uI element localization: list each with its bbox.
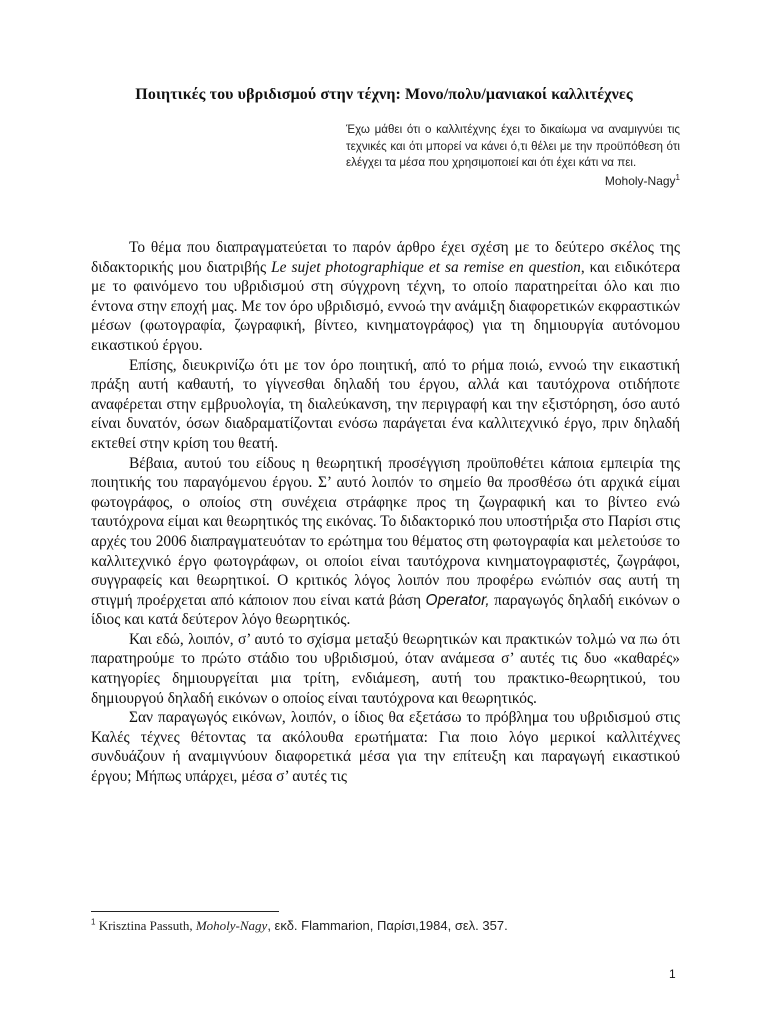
paragraph-3-text-b: παραγωγός δηλαδή εικόνων ο ίδιος και κατά δεύτερον λόγο θεωρητικός.: [91, 591, 681, 629]
article-body: [91, 238, 680, 787]
paragraph-3-text-a: Βέβαια, αυτού του είδους η θεωρητική προσέγγιση προϋποθέτει κάποια εμπειρία της ποιητικής του παραγόμενου έργου. Σ’ αυτό λοιπόν το σημείο θα προσθέσω ότι αρχικά είμαι φωτογράφος, ο οποίος στη συνέχεια στράφηκε προς τη ζωγραφική και το βίντεο ενώ ταυτόχρονα είμαι και θεωρητικός της εικόνας. Το διδακτορικό που υποστήριξα στο Παρίσι στις αρχές του 2006 διαπραγματευόταν το ερώτημα του θέματος στη φωτογραφία και μελετούσε το καλλιτεχνικό έργο φωτογράφων, οι οποίοι είναι ταυτόχρονα κινηματογραφιστές, ζωγράφοι, συγγραφείς και θεωρητικοί. Ο κριτικός λόγος λοιπόν που προφέρω ενώπιόν σας αυτή τη στιγμή προέρχεται από κάποιον που είναι κατά βάση: [91, 454, 680, 609]
epigraph-author-name: Moholy-Nagy: [604, 173, 676, 188]
paragraph-1-text-a: Το θέμα που διαπραγματεύεται το παρόν άρθρο έχει σχέση με το δεύτερο σκέλος της διδακτορικής μου διατριβής: [91, 239, 680, 276]
footnote: [91, 918, 508, 934]
footnote-author: Krisztina Passuth,: [95, 918, 196, 933]
thesis-title: Le sujet photographique et sa remise en question: [271, 258, 581, 276]
paragraph-4: Και εδώ, λοιπόν, σ’ αυτό το σχίσμα μεταξύ θεωρητικών και πρακτικών τολμώ να πω ότι παρατηρούμε το πρώτο στάδιο του υβριδισμού, όταν ανάμεσα σ’ αυτές τις δυο «καθαρές» κατηγορίες δημιουργείται μια τρίτη, ενδιάμεση, αυτή του πρακτικο-θεωρητικού, του δημιουργού δηλαδή εικόνων ο οποίος είναι ταυτόχρονα και θεωρητικός.: [91, 630, 680, 707]
paragraph-5: Σαν παραγωγός εικόνων, λοιπόν, ο ίδιος θα εξετάσω το πρόβλημα του υβριδισμού στις Καλές τέχνες θέτοντας τα ακόλουθα ερωτήματα: Για ποιο λόγο μερικοί καλλιτέχνες συνδυάζουν ή αναμιγνύουν διαφορετικά μέσα για την επίτευξη και παραγωγή εικαστικού έργου; Μήπως υπάρχει, μέσα σ’ αυτές τις: [91, 709, 680, 786]
paragraph-3: [91, 454, 680, 630]
footnote-divider: [91, 911, 279, 912]
article-title: Ποιητικές του υβριδισμού στην τέχνη: Μονο/πολυ/μανιακοί καλλιτέχνες: [135, 86, 633, 103]
footnote-work: Moholy-Nagy: [195, 918, 268, 933]
epigraph-author: [346, 173, 680, 190]
paragraph-1-text-b: , και ειδικότερα με το φαινόμενο του υβριδισμού στη σύγχρονη τέχνη, το οποίο παρατηρείται όλο και πιο έντονα στην εποχή μας. Με τον όρο υβριδισμό, εννοώ την ανάμιξη διαφορετικών εκφραστικών μέσων (φωτογραφία, ζωγραφική, βίντεο, κινηματογράφος) για τη δημιουργία αυτόνομου εικαστικού έργου.: [91, 258, 681, 354]
paragraph-2: Επίσης, διευκρινίζω ότι με τον όρο ποιητική, από το ρήμα ποιώ, εννοώ την εικαστική πράξη αυτή καθαυτή, το γίγνεσθαι δηλαδή του έργου, αλλά και ταυτόχρονα οτιδήποτε αναφέρεται στην εμβρυολογία, τη διαλεύκανση, την περιγραφή και την εξιστόρηση, όσο αυτό είναι δυνατόν, όσων διαδραματίζονται ενόσω παράγεται ένα καλλιτεχνικό έργο, πριν δηλαδή εκτεθεί στην κρίση του θεατή.: [91, 356, 680, 452]
footnote-mark: 1: [91, 917, 96, 927]
operator-term: Operator,: [425, 591, 490, 609]
epigraph: [346, 122, 680, 189]
epigraph-quote: Έχω μάθει ότι ο καλλιτέχνης έχει το δικαίωμα να αναμιγνύει τις τεχνικές και ότι μπορεί να κάνει ό,τι θέλει με την προϋπόθεση ότι ελέγχει τα μέσα που χρησιμοποιεί και ότι έχει κάτι να πει.: [346, 123, 680, 170]
footnote-rest: , εκδ. Flammarion, Παρίσι,1984, σελ. 357.: [267, 918, 508, 933]
footnote-reference[interactable]: 1: [675, 172, 680, 182]
paragraph-1: [91, 238, 680, 356]
page-number: 1: [669, 967, 676, 981]
